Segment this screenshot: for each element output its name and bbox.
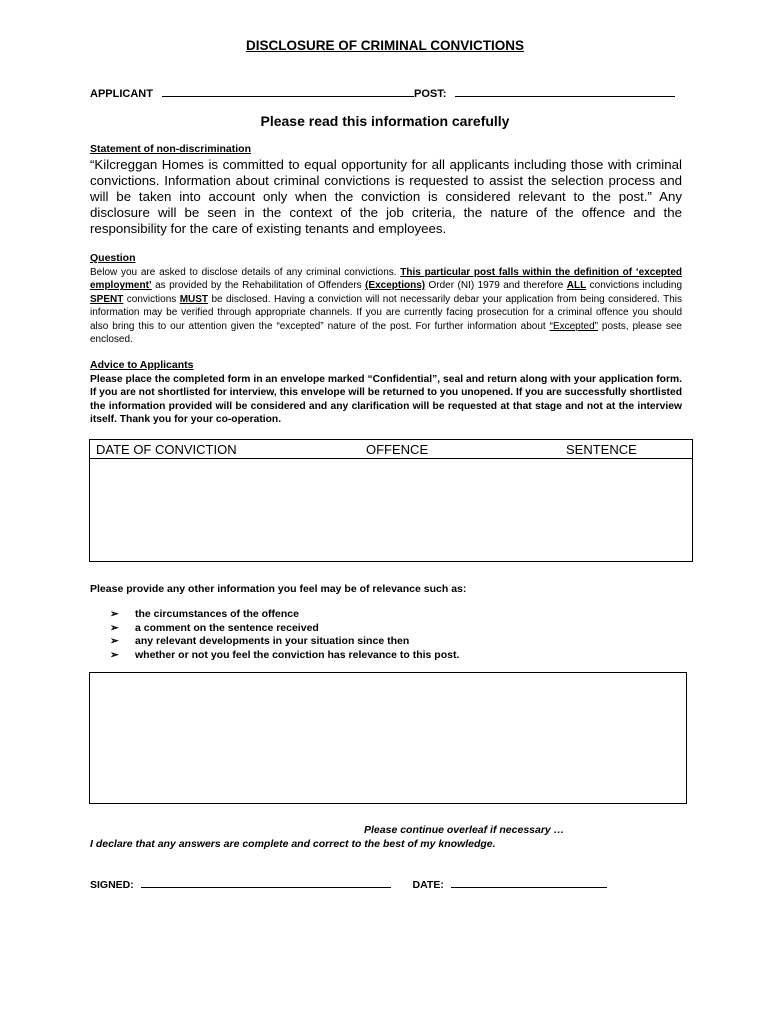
declaration-text: I declare that any answers are complete and correct to the best of my knowledge.: [90, 838, 496, 850]
signed-label: SIGNED:: [90, 879, 134, 891]
list-item: ➢ whether or not you feel the conviction has relevance to this post.: [110, 648, 460, 661]
applicant-field[interactable]: [162, 87, 414, 97]
signature-row: [90, 878, 607, 891]
applicant-label: APPLICANT: [90, 88, 153, 100]
date-label: DATE:: [412, 879, 444, 891]
col-offence: OFFENCE: [366, 442, 429, 457]
please-read-heading: Please read this information carefully: [260, 113, 510, 129]
list-item: ➢ the circumstances of the offence: [110, 608, 299, 620]
list-item: ➢ a comment on the sentence received: [110, 621, 319, 634]
signature-field[interactable]: [141, 878, 391, 888]
list-item: ➢ any relevant developments in your situation since then: [110, 635, 410, 648]
relevance-intro: Please provide any other information you feel may be of relevance such as:: [90, 583, 467, 595]
date-field[interactable]: [451, 878, 607, 888]
arrow-bullet-icon: ➢: [110, 635, 119, 648]
convictions-table[interactable]: [89, 439, 693, 562]
advice-text: Please place the completed form in an envelope marked “Confidential”, seal and return along with your application form. If you are not shortlisted for interview, this envelope will be returned to you unopened. If you are successfully shortlisted the information provided will be considered and any clarification will be requested at that stage and not at the interview itself. Thank you for your co-operation.: [90, 374, 682, 426]
question-heading: Question: [90, 252, 136, 264]
col-sentence: SENTENCE: [566, 442, 637, 457]
question-text: Below you are asked to disclose details of any criminal convictions. This particular post falls within the definition of ‘excepted employment’ as provided by the Rehabilitation of Offenders (Exceptions) Order (NI) 1979 and therefore ALL convictions including SPENT convictions MUST be disclosed. Having a conviction will not necessarily debar your application from being considered. This information may be verified through appropriate channels. If you are currently facing prosecution for a criminal offence you should also bring this to our attention given the “excepted” nature of the post. For further information about “Excepted” posts, please see enclosed.: [90, 267, 683, 346]
arrow-bullet-icon: ➢: [110, 648, 119, 661]
relevance-list: [110, 608, 459, 662]
post-field[interactable]: [455, 87, 675, 97]
continue-note: Please continue overleaf if necessary …: [364, 824, 565, 836]
statement-heading: Statement of non-discrimination: [90, 143, 252, 155]
convictions-table-header: [90, 440, 692, 459]
arrow-bullet-icon: ➢: [110, 608, 119, 620]
arrow-bullet-icon: ➢: [110, 621, 119, 634]
advice-heading: Advice to Applicants: [90, 359, 194, 371]
other-information-box[interactable]: [89, 672, 687, 804]
post-label: POST:: [414, 88, 447, 100]
form-title: DISCLOSURE OF CRIMINAL CONVICTIONS: [245, 38, 524, 53]
col-date-of-conviction: DATE OF CONVICTION: [96, 442, 237, 457]
statement-text: “Kilcreggan Homes is committed to equal opportunity for all applicants including those with criminal convictions. Information about criminal convictions is requested to assist the selection process and will be taken into account only when the conviction is considered relevant to the post.” Any disclosure will be seen in the context of the job criteria, the nature of the offence and the responsibility for the care of existing tenants and employees.: [90, 157, 682, 236]
applicant-post-row: [90, 87, 675, 100]
